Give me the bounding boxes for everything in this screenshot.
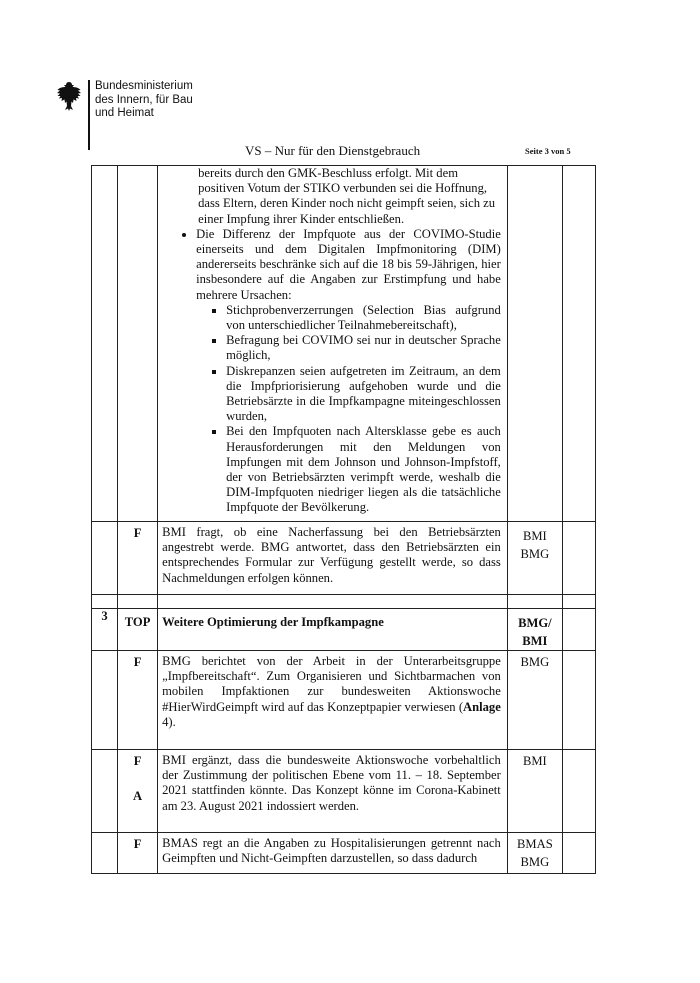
row-text-cell (158, 651, 508, 750)
list-item: ▪ Bei den Impfquoten nach Altersklasse gebe es auch Herausforderungen mit den Meldungen von Impfungen mit dem Johnson und Johnson-Impfstoff, der von Betriebsärzten verimpft werde, weshalb die DIM-Impfquoten niedriger liegen als die tatsächliche Impfquote der Bevölkerung. (226, 424, 501, 515)
row-text-cell (158, 750, 508, 833)
text-line: bereits durch den GMK-Beschluss erfolgt. Mit dem (198, 166, 458, 180)
text-line: einer Impfung ihrer Kinder entschließen. (198, 211, 405, 226)
table-row (92, 750, 596, 833)
institution-label: BMG (520, 547, 550, 561)
list-item: ▪ Diskrepanzen seien aufgetreten im Zeitraum, an dem die Impfpriorisierung aufgehoben wurde und die Betriebsärzte in die Impfkampagne miteingeschlossen wurden, (226, 364, 501, 425)
agenda-title: Weitere Optimierung der Impfkampagne (162, 615, 384, 629)
table-row (92, 522, 596, 595)
institution-cell (507, 522, 562, 595)
list-item (196, 227, 501, 516)
row-text: BMI fragt, ob eine Nacherfassung bei den Betriebsärzten angestrebt werde. BMG antwortet, dass den Betriebsärzten ein entsprechendes Formular zur Verfügung gestellt werde, so dass Nachmeldungen erfolgen können. (162, 525, 501, 585)
institution-label: BMG (520, 655, 550, 669)
text-line: positiven Votum der STIKO verbunden sei die Hoffnung, (198, 181, 488, 196)
row-text-part: BMG berichtet von der Arbeit in der Unterarbeitsgruppe „Impfbereitschaft“. Zum Organisieren und Sichtbarmachen von mobilen Impfaktionen zur bundesweiten Aktionswoche #HierWirdGeimpft wird auf das Konzeptpapier verwiesen ( (162, 654, 501, 714)
page-number: Seite 3 von 5 (525, 146, 571, 156)
ministry-line: und Heimat (95, 107, 154, 119)
table-row (92, 833, 596, 874)
institution-label: BMG (520, 855, 550, 869)
classification-label: VS – Nur für den Dienstgebrauch (245, 143, 421, 158)
minutes-table (91, 165, 596, 874)
row-type-label: A (133, 789, 143, 804)
institution-label: BMAS (517, 837, 553, 851)
agenda-title-cell (158, 609, 508, 651)
row-text-part: 4). (162, 714, 176, 729)
institution-label: BMI (522, 754, 547, 768)
institution-label: BMI (522, 634, 548, 648)
row-text-cell (158, 166, 508, 522)
bullet-list (158, 227, 507, 516)
annex-reference: Anlage (463, 699, 501, 714)
ministry-line: des Innern, für Bau (95, 93, 193, 106)
federal-eagle-logo (56, 80, 82, 112)
row-text-cell (158, 522, 508, 595)
institution-cell (507, 833, 562, 874)
institution-label: BMG/ (518, 616, 552, 630)
institution-label: BMI (522, 529, 547, 543)
row-text: BMAS regt an die Angaben zu Hospitalisierungen getrennt nach Geimpften und Nicht-Geimpften darzustellen, so dass dadurch (162, 836, 501, 866)
list-item: ▪ Stichprobenverzerrungen (Selection Bias aufgrund von unterschiedlicher Teilnahmebereitschaft), (226, 303, 501, 333)
row-type-label: F (133, 754, 142, 768)
row-type-label: F (133, 526, 142, 540)
institution-cell (507, 609, 562, 651)
ministry-name (95, 80, 193, 121)
row-type-label: F (133, 655, 142, 669)
row-type-label: F (133, 837, 142, 851)
list-item-text: Die Differenz der Impfquote aus der COVIMO-Studie einerseits und dem Digitalen Impfmonitoring (DIM) andererseits beschränke sich auf die 18 bis 59-Jährigen, hier insbesondere auf die Angaben zur Erstimpfung und habe mehrere Ursachen: (196, 226, 501, 302)
row-text (158, 651, 507, 730)
agenda-label-cell (118, 609, 158, 651)
row-type (118, 651, 158, 750)
agenda-item-row (92, 609, 596, 651)
text-line: dass Eltern, deren Kinder noch nicht geimpft seien, sich zu (198, 196, 496, 211)
ministry-line: Bundesministerium (95, 80, 193, 92)
list-item: ▪ Befragung bei COVIMO sei nur in deutscher Sprache möglich, (226, 333, 501, 363)
spacer-row (92, 595, 596, 609)
institution-cell (507, 651, 562, 750)
institution-cell (507, 750, 562, 833)
table-row (92, 166, 596, 522)
row-type (118, 833, 158, 874)
header-rule (88, 80, 90, 150)
row-type (118, 750, 158, 833)
row-text: BMI ergänzt, dass die bundesweite Aktionswoche vorbehaltlich der Zustimmung der politischen Ebene vom 11. – 18. September 2021 stattfinden könnte. Das Konzept könne im Corona-Kabinett am 23. August 2021 indossiert werden. (162, 753, 501, 813)
agenda-number: 3 (92, 609, 118, 651)
table-row (92, 651, 596, 750)
agenda-label: TOP (124, 615, 151, 629)
row-text-cell (158, 833, 508, 874)
row-type (118, 522, 158, 595)
sub-bullet-list (196, 303, 501, 516)
